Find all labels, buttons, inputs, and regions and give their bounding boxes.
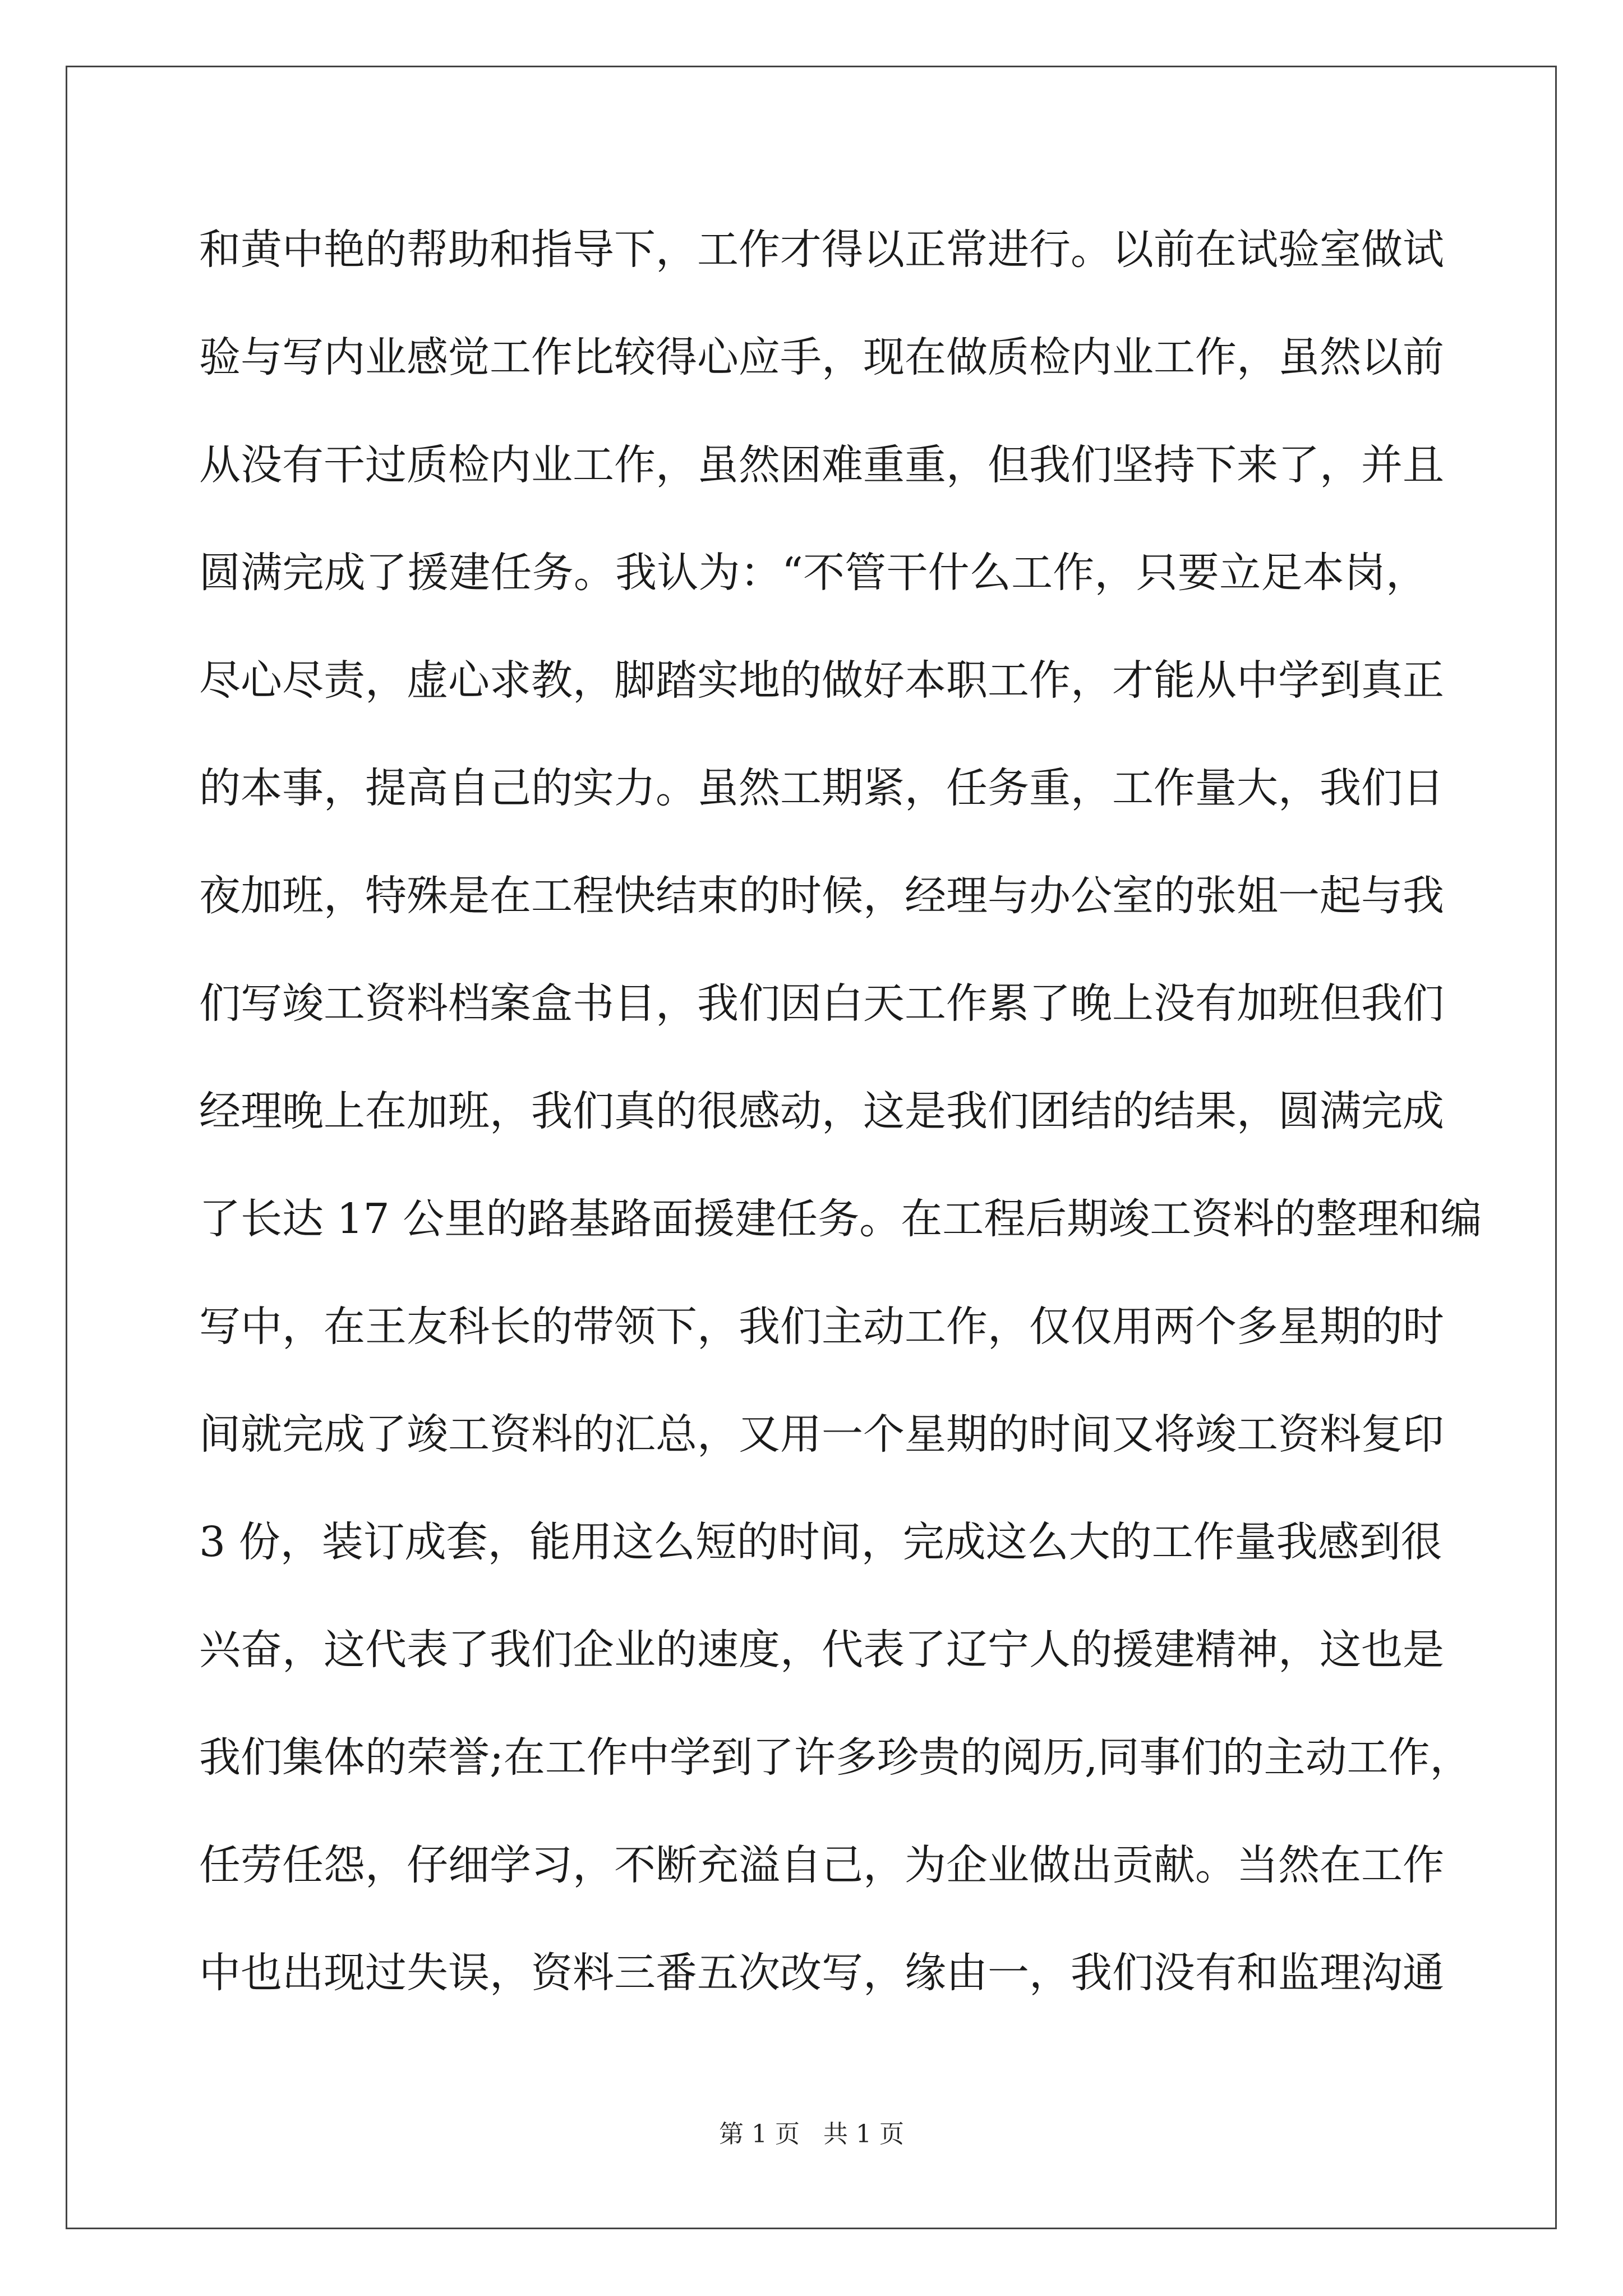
text-line: 经理晚上在加班，我们真的很感动，这是我们团结的结果，圆满完成 — [199, 1087, 1444, 1135]
text-line: 的本事，提高自己的实力。虽然工期紧，任务重，工作量大，我们日 — [199, 764, 1444, 812]
text-line: 夜加班，特殊是在工程快结束的时候，经理与办公室的张姐一起与我 — [199, 872, 1444, 920]
text-line: 兴奋，这代表了我们企业的速度，代表了辽宁人的援建精神，这也是 — [199, 1626, 1444, 1674]
text-line: 写中，在王友科长的带领下，我们主动工作，仅仅用两个多星期的时 — [199, 1303, 1444, 1351]
text-line: 和黄中艳的帮助和指导下，工作才得以正常进行。以前在试验室做试 — [199, 226, 1444, 274]
text-line: 我们集体的荣誉;在工作中学到了许多珍贵的阅历,同事们的主动工作， — [199, 1733, 1472, 1782]
text-line: 圆满完成了援建任务。我认为：“不管干什么工作，只要立足本岗， — [199, 549, 1427, 597]
text-line: 从没有干过质检内业工作，虽然困难重重，但我们坚持下来了，并且 — [199, 441, 1444, 489]
text-line: 们写竣工资料档案盒书目，我们因白天工作累了晚上没有加班但我们 — [199, 979, 1444, 1028]
text-line: 任劳任怨，仔细学习，不断充溢自己，为企业做出贡献。当然在工作 — [199, 1841, 1444, 1889]
page-number-footer: 第 1 页 共 1 页 — [719, 2120, 904, 2148]
text-line: 验与写内业感觉工作比较得心应手，现在做质检内业工作，虽然以前 — [199, 333, 1444, 381]
text-line: 3 份，装订成套，能用这么短的时间，完成这么大的工作量我感到很 — [199, 1518, 1442, 1566]
text-line: 尽心尽责，虚心求教，脚踏实地的做好本职工作，才能从中学到真正 — [199, 656, 1444, 705]
text-line: 中也出现过失误，资料三番五次改写，缘由一，我们没有和监理沟通 — [199, 1949, 1444, 1997]
document-body — [199, 219, 1482, 2050]
text-line: 了长达 17 公里的路基路面援建任务。在工程后期竣工资料的整理和编 — [199, 1195, 1482, 1243]
text-line: 间就完成了竣工资料的汇总，又用一个星期的时间又将竣工资料复印 — [199, 1410, 1444, 1458]
